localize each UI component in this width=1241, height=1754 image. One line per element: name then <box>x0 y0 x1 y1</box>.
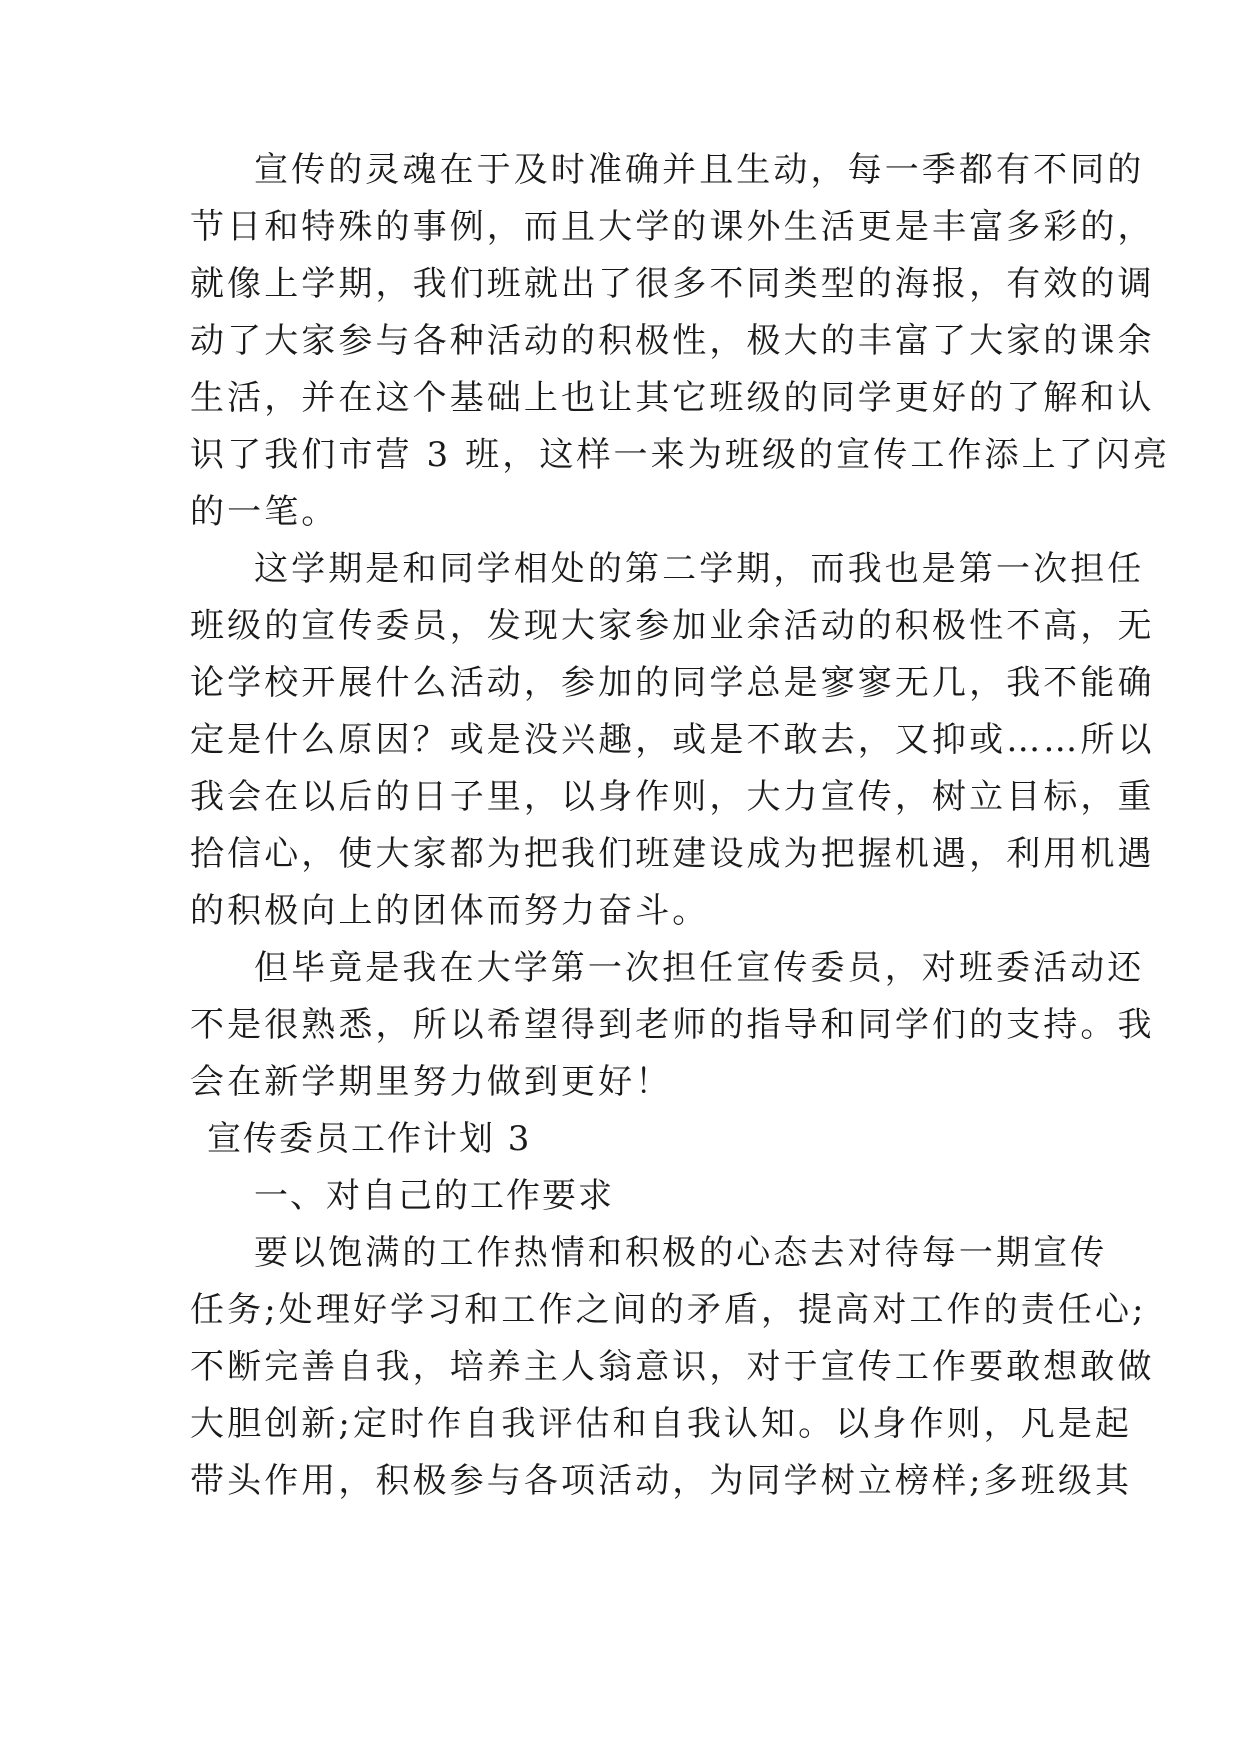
paragraph-4-line-1: 要以饱满的工作热情和积极的心态去对待每一期宣传 <box>254 1233 1108 1273</box>
section-subheading: 一、对自己的工作要求 <box>254 1176 614 1216</box>
paragraph-4-line-2: 任务;处理好学习和工作之间的矛盾，提高对工作的责任心; <box>190 1290 1147 1330</box>
paragraph-1-line-2: 节日和特殊的事例，而且大学的课外生活更是丰富多彩的， <box>190 207 1155 247</box>
paragraph-4-line-3: 不断完善自我，培养主人翁意识，对于宣传工作要敢想敢做 <box>190 1347 1155 1387</box>
paragraph-1-line-5: 生活，并在这个基础上也让其它班级的同学更好的了解和认 <box>190 378 1155 418</box>
paragraph-1-line-1: 宣传的灵魂在于及时准确并且生动，每一季都有不同的 <box>254 150 1145 190</box>
paragraph-3-line-1: 但毕竟是我在大学第一次担任宣传委员，对班委活动还 <box>254 948 1145 988</box>
paragraph-4-line-5: 带头作用，积极参与各项活动，为同学树立榜样;多班级其 <box>190 1461 1133 1501</box>
paragraph-2-line-7: 的积极向上的团体而努力奋斗。 <box>190 891 710 931</box>
paragraph-2-line-1: 这学期是和同学相处的第二学期，而我也是第一次担任 <box>254 549 1145 589</box>
paragraph-2-line-6: 拾信心，使大家都为把我们班建设成为把握机遇，利用机遇 <box>190 834 1155 874</box>
paragraph-4-line-4: 大胆创新;定时作自我评估和自我认知。以身作则，凡是起 <box>190 1404 1133 1444</box>
paragraph-1-line-6: 识了我们市营 3 班，这样一来为班级的宣传工作添上了闪亮 <box>190 435 1171 475</box>
paragraph-3-line-2: 不是很熟悉，所以希望得到老师的指导和同学们的支持。我 <box>190 1005 1155 1045</box>
paragraph-3-line-3: 会在新学期里努力做到更好！ <box>190 1062 673 1102</box>
paragraph-2-line-2: 班级的宣传委员，发现大家参加业余活动的积极性不高，无 <box>190 606 1155 646</box>
paragraph-2-line-5: 我会在以后的日子里，以身作则，大力宣传，树立目标，重 <box>190 777 1155 817</box>
paragraph-2-line-3: 论学校开展什么活动，参加的同学总是寥寥无几，我不能确 <box>190 663 1155 703</box>
paragraph-1-line-7: 的一笔。 <box>190 492 339 532</box>
paragraph-1-line-3: 就像上学期，我们班就出了很多不同类型的海报，有效的调 <box>190 264 1155 304</box>
section-heading: 宣传委员工作计划 3 <box>207 1119 532 1159</box>
paragraph-2-line-4: 定是什么原因？或是没兴趣，或是不敢去，又抑或……所以 <box>190 720 1155 760</box>
paragraph-1-line-4: 动了大家参与各种活动的积极性，极大的丰富了大家的课余 <box>190 321 1155 361</box>
